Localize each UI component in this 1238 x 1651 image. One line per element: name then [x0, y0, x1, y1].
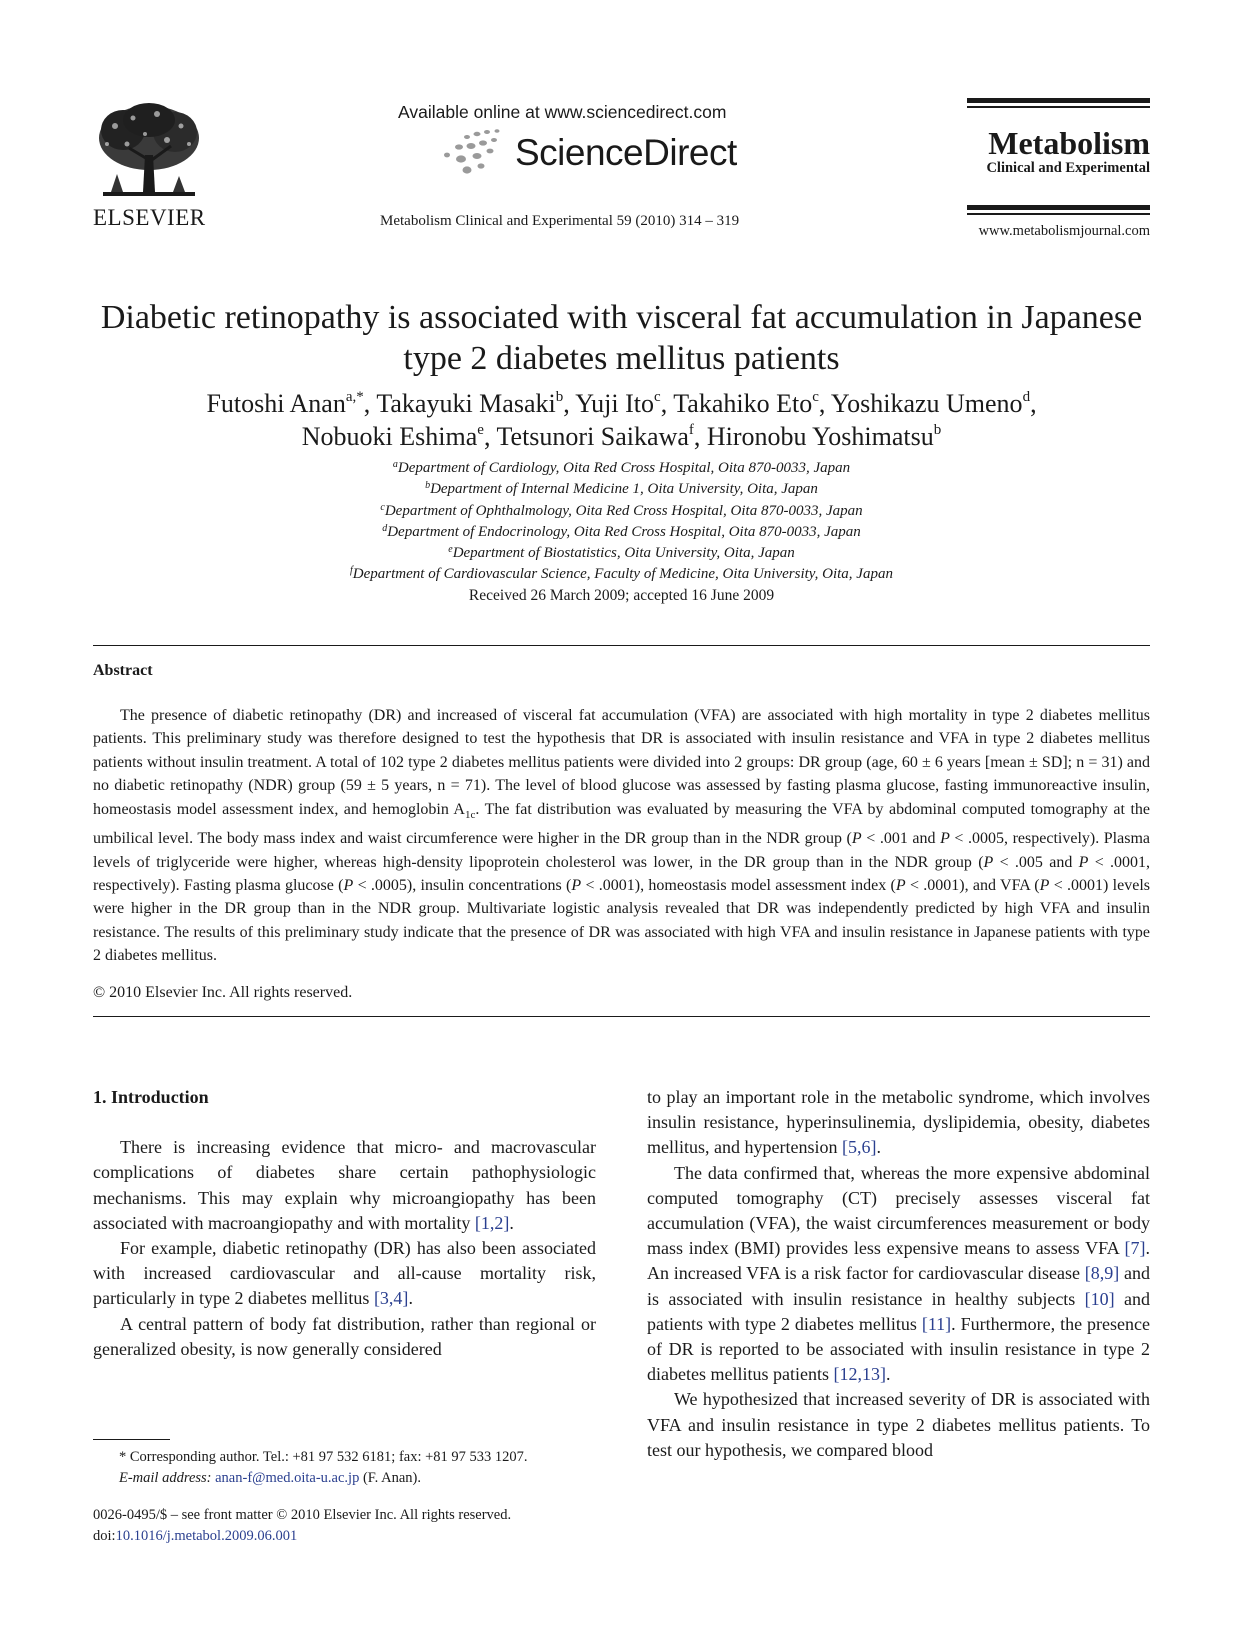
body-column-left: [93, 1085, 596, 1362]
p-value-symbol: P: [343, 877, 354, 895]
body-paragraph: [93, 1135, 596, 1236]
body-text: . Furthermore, the presence of DR is reported to be associated with insulin resistance in type 2 diabetes mellitus patients: [647, 1313, 1151, 1385]
masthead-rule-bottom-thin: [967, 213, 1150, 215]
reference-link[interactable]: [12,13]: [833, 1364, 886, 1385]
journal-masthead: [967, 98, 1150, 240]
body-text: .: [876, 1137, 881, 1158]
corresponding-author-note: * Corresponding author. Tel.: +81 97 532 6181; fax: +81 97 533 1207.: [119, 1449, 528, 1465]
author-marks: f: [688, 422, 694, 438]
masthead-rule-top: [967, 98, 1150, 103]
doi-label: doi:: [93, 1528, 116, 1544]
author-name[interactable]: Hironobu Yoshimatsu: [706, 422, 934, 451]
p-value-symbol: P: [851, 830, 862, 848]
abstract-text: < .0005), insulin concentrations (: [353, 877, 572, 895]
body-text: and patients with type 2 diabetes mellitus: [647, 1288, 1150, 1334]
affiliation-item: [93, 479, 1150, 500]
reference-link[interactable]: [11]: [921, 1313, 952, 1334]
body-paragraph: [647, 1161, 1150, 1388]
abstract-rule-top: [93, 645, 1150, 646]
author-name[interactable]: Tetsunori Saikawa: [496, 422, 689, 451]
p-value-symbol: P: [571, 877, 582, 895]
journal-subtitle: Clinical and Experimental: [986, 160, 1150, 176]
affiliation-text: Department of Biostatistics, Oita University, Oita, Japan: [452, 545, 795, 562]
section-heading: 1. Introduction: [93, 1087, 209, 1107]
p-value-symbol: P: [1078, 853, 1089, 871]
platform-logo[interactable]: [437, 128, 747, 178]
abstract-text: < .0001), homeostasis model assessment index (: [581, 877, 896, 895]
affiliation-item: [93, 522, 1150, 543]
abstract-text: The presence of diabetic retinopathy (DR) and increased of visceral fat accumulation (VFA) are associated with high mortality in type 2 diabetes mellitus patients. This preliminary study was therefore designed to test the hypothesis that DR is associated with insulin resistance and VFA in type 2 diabetes mellitus patients without insulin treatment. A total of 102 type 2 diabetes mellitus patients were divided into 2 groups: DR group (age, 60 ± 6 years [mean ± SD]; n = 31) and no diabetic retinopathy (NDR) group (59 ± 5 years, n = 71). The level of blood glucose was assessed by fasting plasma glucose, fasting immunoreactive insulin, homeostasis model assessment index, and hemoglobin A: [93, 707, 1150, 818]
email-link[interactable]: anan-f@med.oita-u.ac.jp: [215, 1470, 360, 1486]
author-marks: c: [812, 389, 819, 405]
author-marks: b: [933, 422, 942, 438]
affiliation-mark: e: [448, 544, 453, 556]
body-text: There is increasing evidence that micro- and macrovascular complications of diabetes share certain pathophysiologic mechanisms. This may explain why microangiopathy has been associated with macroangiopathy and with mortality: [93, 1137, 596, 1233]
affiliation-item: [93, 501, 1150, 522]
p-value-symbol: P: [983, 853, 994, 871]
body-text: to play an important role in the metabolic syndrome, which involves insulin resistance, hyperinsulinemia, dyslipidemia, obesity, diabetes mellitus, and hypertension: [647, 1087, 1150, 1158]
abstract-text: . The fat distribution was evaluated by measuring the VFA by abdominal computed tomography at the umbilical level. The body mass index and waist circumference were higher in the DR group than in the NDR group (: [93, 800, 1151, 848]
issn-copyright: 0026-0495/$ – see front matter © 2010 Elsevier Inc. All rights reserved.: [93, 1507, 512, 1523]
affiliation-text: Department of Endocrinology, Oita Red Cross Hospital, Oita 870-0033, Japan: [387, 523, 861, 540]
footnote-rule: [93, 1439, 170, 1440]
affiliation-text: Department of Cardiology, Oita Red Cross Hospital, Oita 870-0033, Japan: [397, 460, 851, 476]
body-text: and is associated with insulin resistance in healthy subjects: [647, 1263, 1150, 1309]
reference-link[interactable]: [10]: [1084, 1288, 1115, 1309]
body-text: A central pattern of body fat distribution, rather than regional or generalized obesity, is now generally considered: [93, 1313, 596, 1359]
reference-link[interactable]: [5,6]: [841, 1137, 877, 1158]
available-online-text: Available online at www.sciencedirect.com: [398, 102, 727, 122]
received-dates: Received 26 March 2009; accepted 16 June 2009: [468, 587, 775, 604]
body-text: The data confirmed that, whereas the more expensive abdominal computed tomography (CT) precisely assesses visceral fat accumulation (VFA), the waist circumferences measurement or body mass index (BMI) provides less expensive means to assess VFA: [647, 1162, 1150, 1259]
footnotes: [93, 1447, 603, 1489]
affiliation-mark: f: [350, 565, 353, 577]
body-paragraph: [93, 1312, 596, 1362]
author-name[interactable]: Takahiko Eto: [673, 389, 813, 418]
reference-link[interactable]: [7]: [1124, 1238, 1146, 1259]
author-marks: e: [477, 422, 484, 438]
affiliation-text: Department of Ophthalmology, Oita Red Cross Hospital, Oita 870-0033, Japan: [384, 502, 863, 519]
abstract-rule-bottom: [93, 1016, 1150, 1017]
affiliation-item: [93, 543, 1150, 564]
author-name[interactable]: Yuji Ito: [575, 389, 655, 418]
body-text: .: [509, 1212, 514, 1233]
affiliation-item: [93, 458, 1150, 479]
abstract-heading: Abstract: [93, 662, 153, 679]
affiliation-mark: b: [425, 480, 431, 492]
elsevier-tree-logo-icon: [93, 100, 205, 204]
author-name[interactable]: Nobuoki Eshima: [301, 422, 478, 451]
email-owner: (F. Anan).: [359, 1470, 421, 1486]
author-name[interactable]: Takayuki Masaki: [376, 389, 556, 418]
email-note: [93, 1468, 603, 1489]
affiliation-mark: a: [392, 459, 398, 470]
masthead-rule-top-thin: [967, 106, 1150, 108]
affiliation-list: [93, 458, 1150, 586]
author-name[interactable]: Yoshikazu Umeno: [830, 389, 1023, 418]
reference-link[interactable]: [1,2]: [474, 1212, 510, 1233]
journal-url-link[interactable]: www.metabolismjournal.com: [978, 223, 1150, 239]
journal-citation: Metabolism Clinical and Experimental 59 (2010) 314 – 319: [380, 213, 740, 229]
affiliation-text: Department of Cardiovascular Science, Faculty of Medicine, Oita University, Oita, Japan: [352, 566, 893, 583]
doi-link[interactable]: 10.1016/j.metabol.2009.06.001: [115, 1528, 298, 1544]
p-value-symbol: P: [895, 877, 906, 895]
author-name[interactable]: Futoshi Anan: [206, 389, 346, 418]
doi-line: [93, 1526, 603, 1547]
body-paragraph: [647, 1085, 1150, 1161]
abstract-text: < .0005, respectively). Plasma levels of triglyceride were higher, whereas high-density lipoprotein cholesterol was lower, in the DR group than in the NDR group (: [93, 830, 1151, 871]
abstract-copyright: © 2010 Elsevier Inc. All rights reserved.: [93, 984, 353, 1001]
platform-name: ScienceDirect: [515, 132, 737, 173]
publisher-name: ELSEVIER: [93, 205, 206, 230]
masthead-rule-bottom: [967, 205, 1150, 210]
p-value-symbol: P: [1039, 877, 1050, 895]
body-column-right: [647, 1085, 1150, 1463]
author-marks: a,*: [345, 389, 364, 405]
affiliation-mark: c: [380, 501, 385, 513]
affiliation-mark: d: [382, 522, 388, 534]
body-paragraph: [647, 1387, 1150, 1463]
sciencedirect-dots-logo-icon: [437, 128, 507, 178]
affiliation-text: Department of Internal Medicine 1, Oita University, Oita, Japan: [430, 481, 818, 498]
reference-link[interactable]: [8,9]: [1084, 1263, 1120, 1284]
p-value-symbol: P: [940, 830, 950, 848]
abstract-text: < .001 and: [861, 830, 941, 848]
abstract-text: < .0001), and VFA (: [905, 877, 1040, 895]
abstract-body: [93, 704, 1150, 968]
abstract-text: < .0001) levels were higher in the DR group than in the NDR group. Multivariate logistic analysis revealed that DR was independently predicted by high VFA and insulin resistance. The results of this preliminary study indicate that the presence of DR was associated with high VFA and insulin resistance in Japanese patients with type 2 diabetes mellitus.: [93, 877, 1151, 965]
author-marks: d: [1022, 389, 1031, 405]
author-list: Futoshi Anan$^{a,*}$, Takayuki Masaki$^b$, Yuji Ito$^c$, Takahiko Eto$^c$, Yoshikazu Umeno$^d$, Nobuoki Eshima$^e$, Tetsunori Saikawa$^f$, Hironobu Yoshimatsu$^b$: [206, 389, 1037, 451]
author-marks: c: [654, 389, 661, 405]
body-text: For example, diabetic retinopathy (DR) has also been associated with increased cardiovascular and all-cause mortality risk, particularly in type 2 diabetes mellitus: [93, 1238, 596, 1309]
abstract-subscript: 1c: [465, 808, 476, 821]
body-text: .: [408, 1288, 413, 1309]
body-paragraph: [93, 1236, 596, 1312]
abstract-text: < .005 and: [993, 853, 1079, 871]
affiliation-item: [93, 564, 1150, 585]
body-text: . An increased VFA is a risk factor for cardiovascular disease: [647, 1238, 1150, 1284]
email-label: E-mail address:: [119, 1470, 212, 1486]
paper-title: Diabetic retinopathy is associated with visceral fat accumulation in Japanese type 2 diabetes mellitus patients: [100, 299, 1143, 377]
author-marks: b: [555, 389, 564, 405]
body-text: .: [885, 1364, 891, 1385]
reference-link[interactable]: [3,4]: [373, 1288, 409, 1309]
body-text: We hypothesized that increased severity of DR is associated with VFA and insulin resistance in type 2 diabetes mellitus patients. To test our hypothesis, we compared blood: [647, 1389, 1150, 1460]
front-matter-note: [93, 1505, 603, 1547]
abstract-text: < .0001, respectively). Fasting plasma glucose (: [93, 853, 1151, 895]
journal-title: Metabolism: [988, 125, 1150, 161]
